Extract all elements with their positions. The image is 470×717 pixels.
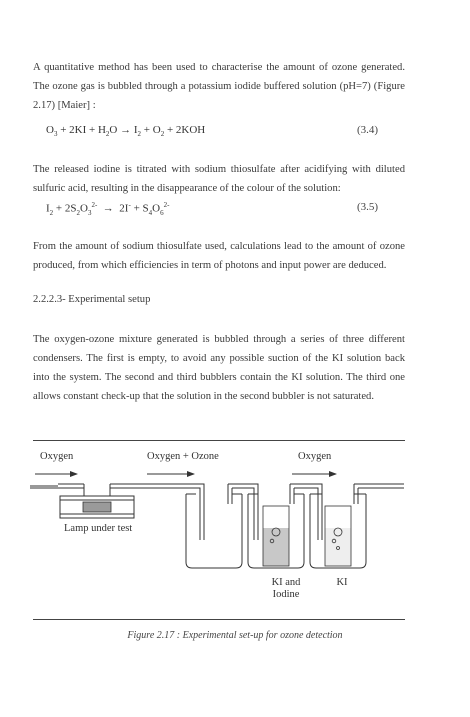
label-oxygen-out: Oxygen — [298, 451, 332, 462]
bubbler-1 — [186, 494, 242, 568]
equation-3-4: $O_3 + 2KI + H_2O \to I_2 + O_2 + 2KOH$ — [46, 124, 206, 139]
label-oxygen-in: Oxygen — [40, 451, 74, 462]
section-heading: 2.2.2.3- Experimental setup — [33, 294, 151, 305]
label-bubbler-2: KI and Iodine — [271, 577, 301, 600]
equation-3-4-number: (3.4) — [357, 124, 379, 136]
titration-paragraph: The released iodine is titrated with sodium thiosulfate after acidifying with diluted sulfuric acid, resulting in the disappearance of the colour of the solution: — [33, 164, 405, 194]
calculation-paragraph: From the amount of sodium thiosulfate used, calculations lead to the amount of ozone produced, from which efficiencies in term of photons and input power are deduced. — [33, 241, 405, 271]
lamp-element — [83, 502, 111, 512]
equation-3-5: $I_2 + 2S_2O_3^{2-} \to 2I^- + S_4O_6^{2-}$ — [46, 201, 170, 217]
label-lamp: Lamp under test — [64, 523, 133, 534]
setup-paragraph: The oxygen-ozone mixture generated is bubbled through a series of three different condensers. The first is empty, to avoid any possible suction of the KI solution back into the system. The second and third bubblers contain the KI solution. The third one allows constant check-up that the solution in the second bubbler is not saturated. — [33, 334, 405, 402]
label-oxygen-ozone: Oxygen + Ozone — [147, 451, 219, 462]
intro-paragraph: A quantitative method has been used to characterise the amount of ozone generated. The ozone gas is bubbled through a potassium iodide buffered solution (pH=7) (Figure 2.17) [Maier] : — [33, 62, 405, 111]
solution-bubbler-3 — [325, 528, 351, 566]
equation-3-5-number: (3.5) — [357, 201, 379, 213]
solution-bubbler-2 — [263, 528, 289, 566]
label-bubbler-3: KI — [336, 577, 348, 588]
figure-bottom-rule — [33, 619, 405, 620]
figure-caption: Figure 2.17 : Experimental set-up for ozone detection — [127, 630, 343, 641]
